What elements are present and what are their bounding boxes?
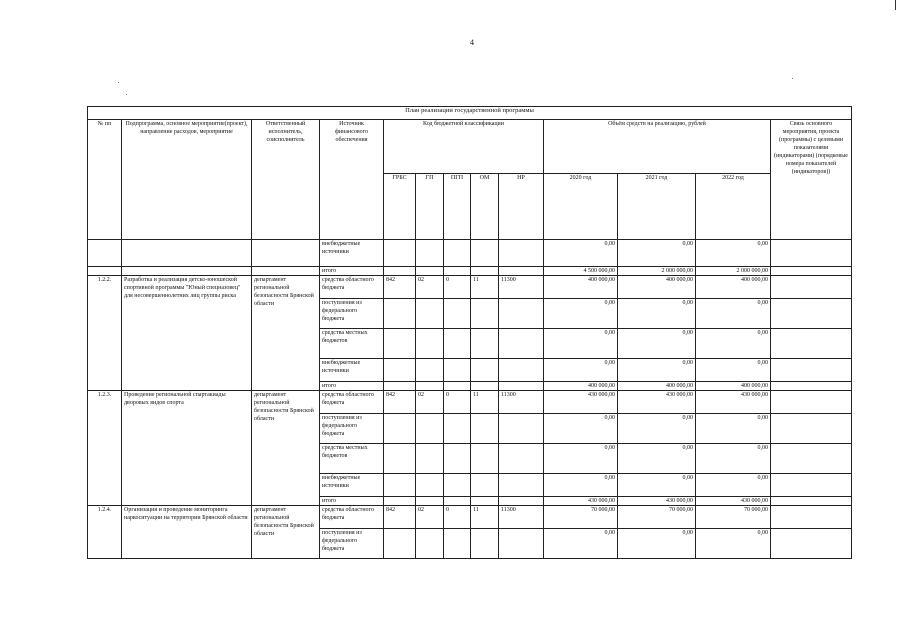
cell-grbs (384, 382, 416, 391)
cell-2020: 4 500 000,00 (544, 267, 618, 276)
cell-source: итого (320, 382, 384, 391)
header-budget-code: Код бюджетной классификации (384, 120, 544, 174)
cell-2020: 0,00 (544, 329, 618, 359)
cell-gp: 02 (416, 506, 444, 529)
cell-om (471, 474, 499, 497)
cell-executor (252, 267, 320, 276)
cell-2020: 0,00 (544, 474, 618, 497)
header-2020: 2020 год (544, 174, 618, 240)
header-om: ОМ (471, 174, 499, 240)
table-row (88, 506, 852, 529)
cell-2022: 400 000,00 (696, 382, 771, 391)
cell-2021: 70 000,00 (618, 506, 696, 529)
header-executor: Ответственный исполнитель, соисполнитель (252, 120, 320, 240)
cell-om (471, 329, 499, 359)
cell-source: средства областного бюджета (320, 506, 384, 529)
scan-edge-mark (895, 0, 896, 10)
cell-2020: 0,00 (544, 414, 618, 444)
cell-2022: 0,00 (696, 299, 771, 329)
cell-nr (499, 497, 544, 506)
cell-om (471, 382, 499, 391)
program-plan-table (87, 106, 852, 559)
cell-grbs (384, 359, 416, 382)
cell-link (771, 382, 852, 391)
cell-2022: 0,00 (696, 474, 771, 497)
cell-grbs (384, 267, 416, 276)
cell-source: средства местных бюджетов (320, 444, 384, 474)
header-source: Источник финансового обеспечения (320, 120, 384, 240)
table-row (88, 267, 852, 276)
cell-om (471, 444, 499, 474)
cell-link (771, 299, 852, 329)
cell-pgp (444, 382, 471, 391)
cell-om (471, 267, 499, 276)
cell-2020: 430 000,00 (544, 391, 618, 414)
cell-pgp: 0 (444, 276, 471, 299)
cell-2022: 2 000 000,00 (696, 267, 771, 276)
cell-pgp (444, 329, 471, 359)
cell-nr: 11300 (499, 391, 544, 414)
cell-2021: 0,00 (618, 414, 696, 444)
cell-gp: 02 (416, 276, 444, 299)
table-title: План реализации государственной программы (88, 107, 852, 120)
cell-grbs: 842 (384, 276, 416, 299)
cell-pgp: 0 (444, 391, 471, 414)
cell-link (771, 497, 852, 506)
cell-source: итого (320, 267, 384, 276)
cell-pgp (444, 267, 471, 276)
header-nr: НР (499, 174, 544, 240)
cell-name: Организация и проведение мониторинга наркоситуации на территории Брянской области (122, 506, 252, 559)
cell-grbs (384, 240, 416, 267)
cell-nr (499, 299, 544, 329)
cell-2022: 430 000,00 (696, 391, 771, 414)
header-2022: 2022 год (696, 174, 771, 240)
cell-name: Разработка и реализация детско-юношеской спортивной программы "Юный спецназовец" для несовершеннолетних лиц группы риска (122, 276, 252, 391)
cell-nr: 11300 (499, 276, 544, 299)
cell-2020: 0,00 (544, 444, 618, 474)
cell-link (771, 329, 852, 359)
cell-grbs: 842 (384, 506, 416, 529)
cell-nr (499, 359, 544, 382)
cell-pgp (444, 474, 471, 497)
cell-source: поступления из федерального бюджета (320, 414, 384, 444)
cell-2021: 0,00 (618, 240, 696, 267)
cell-source: итого (320, 497, 384, 506)
scan-speck (126, 94, 127, 95)
table-row (88, 276, 852, 299)
cell-grbs (384, 414, 416, 444)
cell-link (771, 529, 852, 559)
cell-nr (499, 382, 544, 391)
cell-source: внебюджетные источники (320, 359, 384, 382)
cell-num: 1.2.4. (88, 506, 122, 559)
cell-2021: 430 000,00 (618, 391, 696, 414)
cell-name (122, 267, 252, 276)
cell-2021: 0,00 (618, 529, 696, 559)
cell-om (471, 529, 499, 559)
header-2021: 2021 год (618, 174, 696, 240)
cell-om (471, 240, 499, 267)
cell-gp (416, 474, 444, 497)
cell-2022: 430 000,00 (696, 497, 771, 506)
cell-2022: 0,00 (696, 240, 771, 267)
cell-link (771, 267, 852, 276)
scan-speck (118, 82, 119, 83)
cell-grbs: 842 (384, 391, 416, 414)
cell-2022: 0,00 (696, 359, 771, 382)
table-row (88, 240, 852, 267)
cell-om (471, 359, 499, 382)
cell-2022: 0,00 (696, 529, 771, 559)
cell-pgp (444, 414, 471, 444)
cell-executor: департамент региональной безопасности Брянской области (252, 276, 320, 391)
cell-nr (499, 267, 544, 276)
cell-om: 11 (471, 276, 499, 299)
cell-grbs (384, 329, 416, 359)
header-grbs: ГРБС (384, 174, 416, 240)
cell-link (771, 414, 852, 444)
cell-link (771, 474, 852, 497)
cell-num: 1.2.2. (88, 276, 122, 391)
cell-2020: 0,00 (544, 299, 618, 329)
cell-2021: 430 000,00 (618, 497, 696, 506)
cell-2021: 0,00 (618, 329, 696, 359)
cell-nr (499, 240, 544, 267)
cell-link (771, 444, 852, 474)
cell-nr: 11300 (499, 506, 544, 529)
cell-link (771, 391, 852, 414)
cell-gp (416, 359, 444, 382)
cell-gp (416, 382, 444, 391)
cell-name (122, 240, 252, 267)
header-gp: ГП (416, 174, 444, 240)
cell-gp (416, 529, 444, 559)
cell-source: поступления из федерального бюджета (320, 529, 384, 559)
header-link: Связь основного мероприятия, проекта (программы) с целевыми показателями (индикаторами) (порядковые номера показателей (индикаторов)) (771, 120, 852, 240)
cell-2020: 400 000,00 (544, 382, 618, 391)
cell-grbs (384, 474, 416, 497)
cell-pgp (444, 359, 471, 382)
cell-grbs (384, 299, 416, 329)
cell-nr (499, 414, 544, 444)
cell-2020: 400 000,00 (544, 276, 618, 299)
cell-om: 11 (471, 391, 499, 414)
cell-pgp (444, 240, 471, 267)
cell-pgp (444, 529, 471, 559)
cell-2020: 0,00 (544, 240, 618, 267)
cell-gp (416, 444, 444, 474)
cell-gp (416, 414, 444, 444)
cell-2021: 0,00 (618, 359, 696, 382)
cell-num: 1.2.3. (88, 391, 122, 506)
cell-source: средства областного бюджета (320, 276, 384, 299)
header-volume: Объём средств на реализацию, рублей (544, 120, 771, 174)
cell-source: внебюджетные источники (320, 240, 384, 267)
cell-2021: 2 000 000,00 (618, 267, 696, 276)
table-row (88, 391, 852, 414)
cell-om (471, 299, 499, 329)
cell-nr (499, 529, 544, 559)
cell-nr (499, 329, 544, 359)
cell-2020: 430 000,00 (544, 497, 618, 506)
cell-2022: 0,00 (696, 329, 771, 359)
cell-source: средства областного бюджета (320, 391, 384, 414)
cell-source: внебюджетные источники (320, 474, 384, 497)
cell-link (771, 276, 852, 299)
cell-gp: 02 (416, 391, 444, 414)
cell-executor: департамент региональной безопасности Брянской области (252, 506, 320, 559)
cell-name: Проведение региональной спартакиады дворовых видов спорта (122, 391, 252, 506)
cell-grbs (384, 444, 416, 474)
cell-2022: 0,00 (696, 444, 771, 474)
cell-num (88, 267, 122, 276)
cell-executor (252, 240, 320, 267)
header-num: № пп (88, 120, 122, 240)
cell-link (771, 240, 852, 267)
cell-2021: 0,00 (618, 299, 696, 329)
cell-nr (499, 444, 544, 474)
cell-2021: 400 000,00 (618, 382, 696, 391)
cell-gp (416, 497, 444, 506)
cell-executor: департамент региональной безопасности Брянской области (252, 391, 320, 506)
header-row (88, 120, 852, 174)
cell-2021: 0,00 (618, 474, 696, 497)
cell-source: средства местных бюджетов (320, 329, 384, 359)
cell-2020: 70 000,00 (544, 506, 618, 529)
cell-link (771, 359, 852, 382)
table-title-row (88, 107, 852, 120)
cell-source: поступления из федерального бюджета (320, 299, 384, 329)
cell-grbs (384, 529, 416, 559)
cell-link (771, 506, 852, 529)
cell-2020: 0,00 (544, 529, 618, 559)
cell-gp (416, 299, 444, 329)
cell-2022: 70 000,00 (696, 506, 771, 529)
cell-2022: 0,00 (696, 414, 771, 444)
header-pgp: ПГП (444, 174, 471, 240)
scan-speck (792, 78, 793, 79)
cell-2020: 0,00 (544, 359, 618, 382)
cell-pgp (444, 299, 471, 329)
cell-om (471, 414, 499, 444)
cell-2022: 400 000,00 (696, 276, 771, 299)
cell-2021: 400 000,00 (618, 276, 696, 299)
cell-pgp (444, 444, 471, 474)
cell-2021: 0,00 (618, 444, 696, 474)
cell-gp (416, 267, 444, 276)
header-program: Подпрограмма, основное мероприятие(проект), направление расходов, мероприятие (122, 120, 252, 240)
cell-nr (499, 474, 544, 497)
cell-pgp (444, 497, 471, 506)
cell-om (471, 497, 499, 506)
cell-pgp: 0 (444, 506, 471, 529)
cell-grbs (384, 497, 416, 506)
cell-num (88, 240, 122, 267)
cell-gp (416, 329, 444, 359)
cell-gp (416, 240, 444, 267)
page-number: 4 (470, 38, 474, 47)
cell-om: 11 (471, 506, 499, 529)
